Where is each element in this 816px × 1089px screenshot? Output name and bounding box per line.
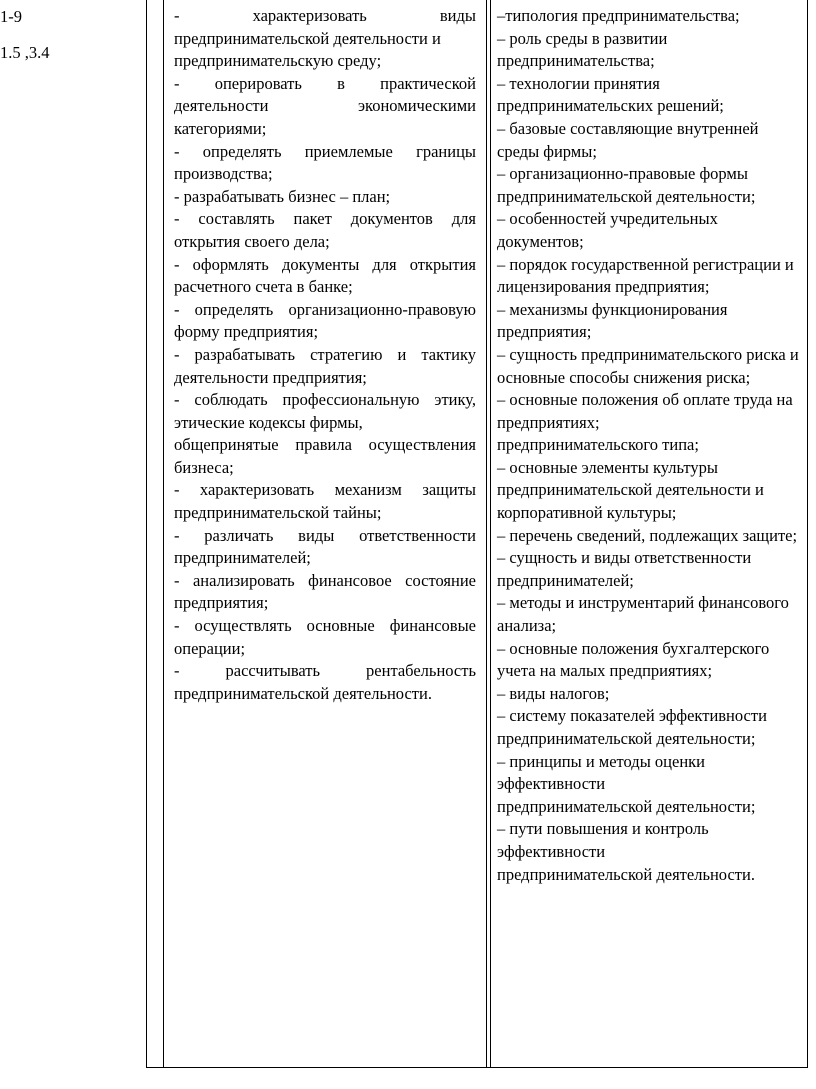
knowledge-item: – основные положения бухгалтерского учета на малых предприятиях; bbox=[497, 638, 770, 681]
column-border bbox=[163, 0, 164, 1068]
skill-item: - различать виды ответственности предпринимателей; bbox=[174, 525, 476, 568]
skill-item: - определять организационно-правовую форму предприятия; bbox=[174, 299, 476, 342]
column-border bbox=[490, 0, 491, 1068]
knowledge-item: – систему показателей эффективности bbox=[497, 706, 767, 726]
competence-codes-cell bbox=[0, 6, 140, 64]
column-border bbox=[486, 0, 487, 1068]
skill-item: общепринятые правила осуществления бизнеса; bbox=[174, 435, 476, 477]
skill-item: - оформлять документы для открытия расчетного счета в банке; bbox=[174, 254, 476, 297]
knowledge-item: – основные элементы культуры предпринимательской деятельности и bbox=[497, 457, 764, 500]
column-border bbox=[146, 0, 147, 1068]
knowledge-item: – сущность и виды ответственности предпринимателей; bbox=[497, 548, 752, 590]
skills-cell bbox=[174, 5, 476, 705]
skill-item: - характеризовать виды предпринимательской деятельности и bbox=[174, 6, 476, 48]
knowledge-item: предпринимательской деятельности. bbox=[497, 864, 755, 884]
skill-item: - осуществлять основные финансовые операции; bbox=[174, 616, 476, 658]
skill-item: предпринимательскую среду; bbox=[174, 51, 382, 71]
knowledge-item: – перечень сведений, подлежащих защите; bbox=[497, 525, 798, 545]
knowledge-item: –типология предпринимательства; bbox=[497, 6, 740, 25]
skill-item: - рассчитывать рентабельность предпринимательской деятельности. bbox=[174, 661, 476, 703]
knowledge-item: предпринимательской деятельности; bbox=[497, 796, 756, 816]
knowledge-item: – основные положения об оплате труда на предприятиях; bbox=[497, 390, 793, 432]
skill-item: - соблюдать профессиональную этику, этические кодексы фирмы, bbox=[174, 390, 476, 432]
knowledge-item: – особенностей учредительных документов; bbox=[497, 209, 718, 251]
knowledge-item: – сущность предпринимательского риска и основные способы снижения риска; bbox=[497, 344, 799, 387]
row-border bbox=[146, 1067, 808, 1068]
knowledge-item: предпринимательской деятельности; bbox=[497, 729, 756, 748]
knowledge-item: – пути повышения и контроль эффективности bbox=[497, 819, 709, 861]
column-border bbox=[807, 0, 808, 1068]
knowledge-cell bbox=[497, 5, 803, 886]
competence-code: 1.5 ,3.4 bbox=[0, 43, 50, 62]
skill-item: - составлять пакет документов для открытия своего дела; bbox=[174, 209, 476, 251]
skill-item: - оперировать в практической деятельности экономическими категориями; bbox=[174, 73, 476, 138]
knowledge-item: – роль среды в развитии предпринимательства; bbox=[497, 28, 668, 71]
skill-item: - характеризовать механизм защиты предпринимательской тайны; bbox=[174, 480, 476, 523]
knowledge-item: – организационно-правовые формы предпринимательской деятельности; bbox=[497, 164, 756, 206]
knowledge-item: – базовые составляющие внутренней среды фирмы; bbox=[497, 118, 759, 161]
skill-item: - определять приемлемые границы производства; bbox=[174, 141, 476, 184]
skill-item: - разрабатывать стратегию и тактику деятельности предприятия; bbox=[174, 344, 476, 387]
skill-item: - разрабатывать бизнес – план; bbox=[174, 186, 391, 206]
knowledge-item: – принципы и методы оценки эффективности bbox=[497, 751, 705, 794]
competence-code: 1-9 bbox=[0, 7, 22, 26]
knowledge-item: – методы и инструментарий финансового анализа; bbox=[497, 593, 789, 636]
knowledge-item: корпоративной культуры; bbox=[497, 503, 677, 523]
knowledge-item: – технологии принятия предпринимательских решений; bbox=[497, 73, 724, 116]
knowledge-item: – виды налогов; bbox=[497, 683, 610, 703]
knowledge-item: – механизмы функционирования предприятия; bbox=[497, 299, 728, 342]
knowledge-item: – порядок государственной регистрации и лицензирования предприятия; bbox=[497, 254, 794, 297]
knowledge-item: предпринимательского типа; bbox=[497, 435, 699, 455]
skill-item: - анализировать финансовое состояние предприятия; bbox=[174, 570, 476, 613]
